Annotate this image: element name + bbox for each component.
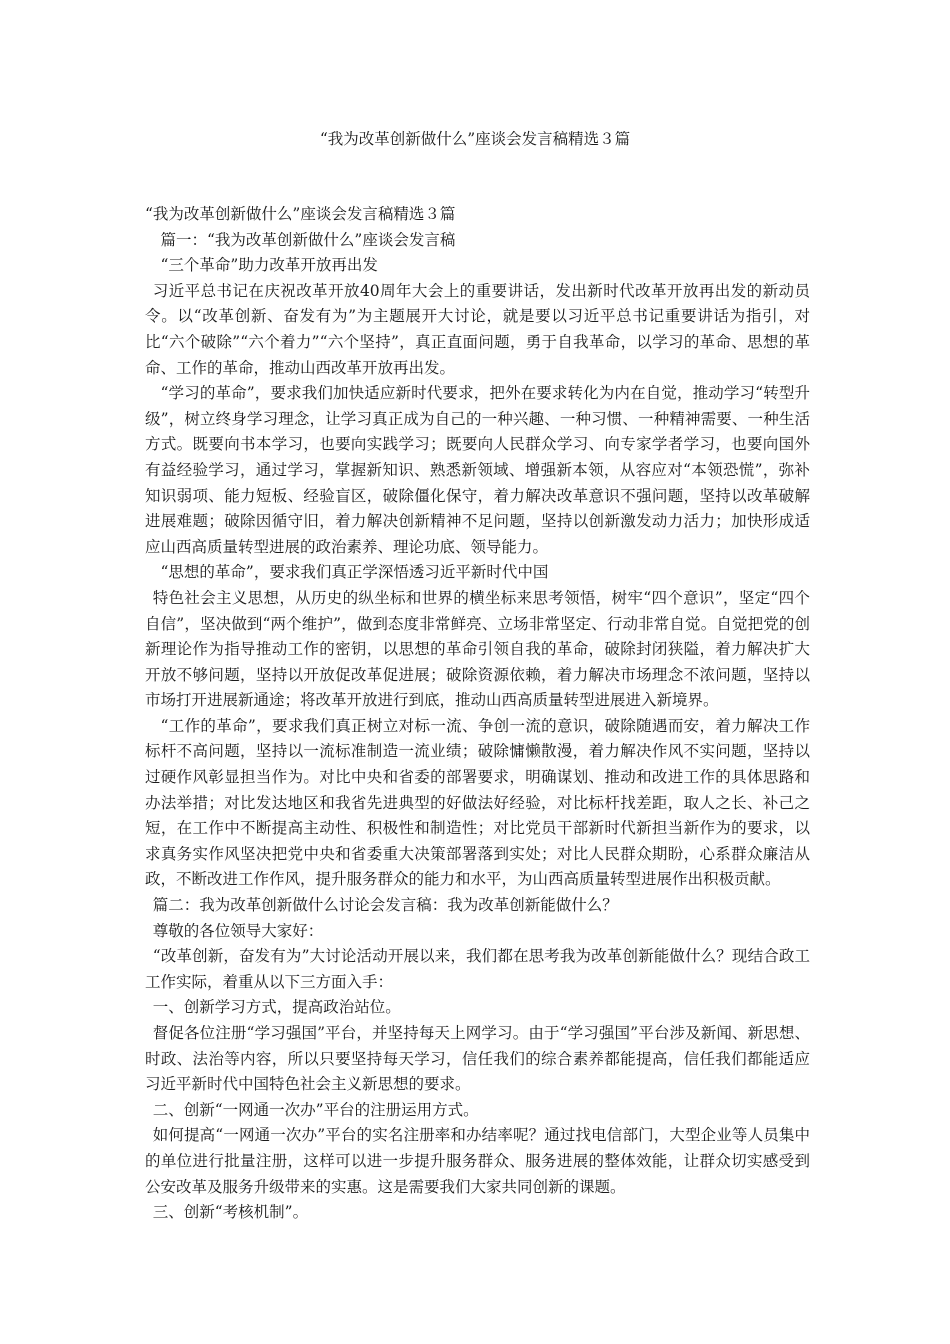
subheading: “三个革命”助力改革开放再出发 — [160, 256, 378, 275]
paragraph: “工作的革命”，要求我们真正树立对标一流、争创一流的意识，破除随遇而安，着力解决工作标杆不高问题，坚持以一流标准制造一流业绩；破除慵懒散漫，着力解决作风不实问题，坚持以过硬作风彰显担当作为。对比中央和省委的部署要求，明确谋划、推动和改进工作的具体思路和办法举措；对比发达地区和我省先进典型的好做法好经验，对比标杆找差距，取人之长、补己之短，在工作中不断提高主动性、积极性和制造性；对比党员干部新时代新担当新作为的要求，以求真务实作风坚决把党中央和省委重大决策部署落到实处；对比人民群众期盼，心系群众廉洁从政，不断改进工作作风，提升服务群众的能力和水平，为山西高质量转型进展作出积极贡献。 — [145, 716, 810, 889]
paragraph: “改革创新，奋发有为”大讨论活动开展以来，我们都在思考我为改革创新能做什么？现结合政工工作实际，着重从以下三方面入手： — [145, 947, 810, 991]
document-body — [145, 202, 810, 1226]
paragraph: “思想的革命”，要求我们真正学深悟透习近平新时代中国 — [160, 563, 549, 582]
section-heading-2: 篇二：我为改革创新做什么讨论会发言稿：我为改革创新能做什么？ — [152, 896, 618, 915]
paragraph: 督促各位注册“学习强国”平台，并坚持每天上网学习。由于“学习强国”平台涉及新闻、新思想、时政、法治等内容，所以只要坚持每天学习，信任我们的综合素养都能提高，信任我们都能适应习近平新时代中国特色社会主义新思想的要求。 — [145, 1024, 810, 1094]
paragraph: 如何提高“一网通一次办”平台的实名注册率和办结率呢？通过找电信部门，大型企业等人员集中的单位进行批量注册，这样可以进一步提升服务群众、服务进展的整体效能，让群众切实感受到公安改革及服务升级带来的实惠。这是需要我们大家共同创新的课题。 — [145, 1126, 810, 1196]
paragraph: 特色社会主义思想，从历史的纵坐标和世界的横坐标来思考领悟，树牢“四个意识”，坚定“四个自信”，坚决做到“两个维护”，做到态度非常鲜亮、立场非常坚定、行动非常自觉。自觉把党的创新理论作为指导推动工作的密钥，以思想的革命引领自我的革命，破除封闭狭隘，着力解决扩大开放不够问题，坚持以开放促改革促进展；破除资源依赖，着力解决市场理念不浓问题，坚持以市场打开进展新通途；将改革开放进行到底，推动山西高质量转型进展进入新境界。 — [145, 588, 810, 710]
section-heading-1: 篇一：“我为改革创新做什么”座谈会发言稿 — [160, 230, 456, 249]
list-heading-1: 一、创新学习方式，提高政治站位。 — [152, 998, 401, 1017]
paragraph: 习近平总书记在庆祝改革开放40周年大会上的重要讲话，发出新时代改革开放再出发的新动员令。以“改革创新、奋发有为”为主题展开大讨论，就是要以习近平总书记重要讲话为指引，对比“六个破除”“六个着力”“六个坚持”，真正直面问题，勇于自我革命，以学习的革命、思想的革命、工作的革命，推动山西改革开放再出发。 — [145, 281, 810, 377]
list-heading-2: 二、创新“一网通一次办”平台的注册运用方式。 — [152, 1100, 479, 1119]
salutation: 尊敬的各位领导大家好： — [152, 921, 324, 940]
document-title: “我为改革创新做什么”座谈会发言稿精选３篇 — [319, 130, 631, 148]
doc-heading: “我为改革创新做什么”座谈会发言稿精选３篇 — [145, 205, 456, 223]
list-heading-3: 三、创新“考核机制”。 — [152, 1203, 309, 1222]
paragraph: “学习的革命”，要求我们加快适应新时代要求，把外在要求转化为内在自觉，推动学习“转型升级”，树立终身学习理念，让学习真正成为自己的一种兴趣、一种习惯、一种精神需要、一种生活方式。既要向书本学习，也要向实践学习；既要向人民群众学习、向专家学者学习，也要向国外有益经验学习，通过学习，掌握新知识、熟悉新领域、增强新本领，从容应对“本领恐慌”，弥补知识弱项、能力短板、经验盲区，破除僵化保守，着力解决改革意识不强问题，坚持以改革破解进展难题；破除因循守旧，着力解决创新精神不足问题，坚持以创新激发动力活力；加快形成适应山西高质量转型进展的政治素养、理论功底、领导能力。 — [145, 384, 810, 556]
